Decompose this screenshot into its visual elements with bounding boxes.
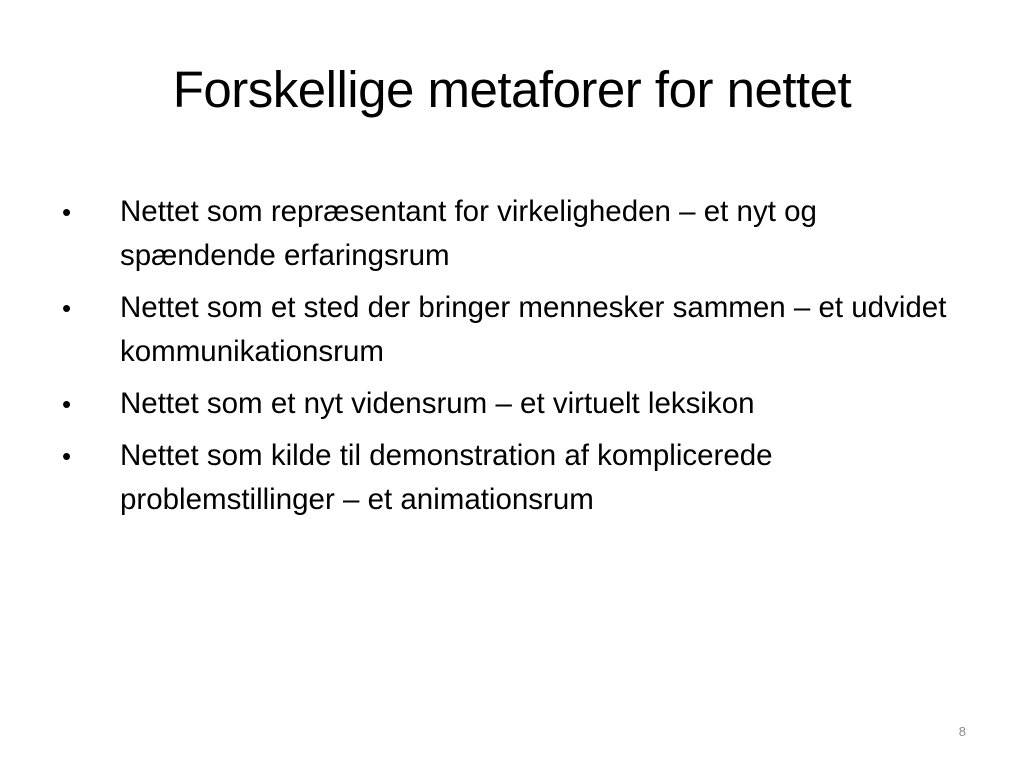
slide-title: Forskellige metaforer for nettet <box>172 61 852 118</box>
bullet-icon: • <box>62 197 72 227</box>
bullet-icon: • <box>62 293 72 323</box>
page-number: 8 <box>958 724 966 739</box>
bullet-list <box>62 190 962 530</box>
list-item <box>62 382 962 426</box>
list-item <box>62 190 962 278</box>
bullet-text: Nettet som kilde til demonstration af komplicerede problemstillinger – et animationsrum <box>120 439 773 516</box>
bullet-text: Nettet som repræsentant for virkeligheden – et nyt og spændende erfaringsrum <box>120 195 817 272</box>
bullet-icon: • <box>62 389 72 419</box>
bullet-icon: • <box>62 441 72 471</box>
bullet-text: Nettet som et sted der bringer mennesker sammen – et udvidet kommunikationsrum <box>120 291 947 368</box>
list-item <box>62 434 962 522</box>
list-item <box>62 286 962 374</box>
bullet-text: Nettet som et nyt vidensrum – et virtuelt leksikon <box>120 387 755 420</box>
